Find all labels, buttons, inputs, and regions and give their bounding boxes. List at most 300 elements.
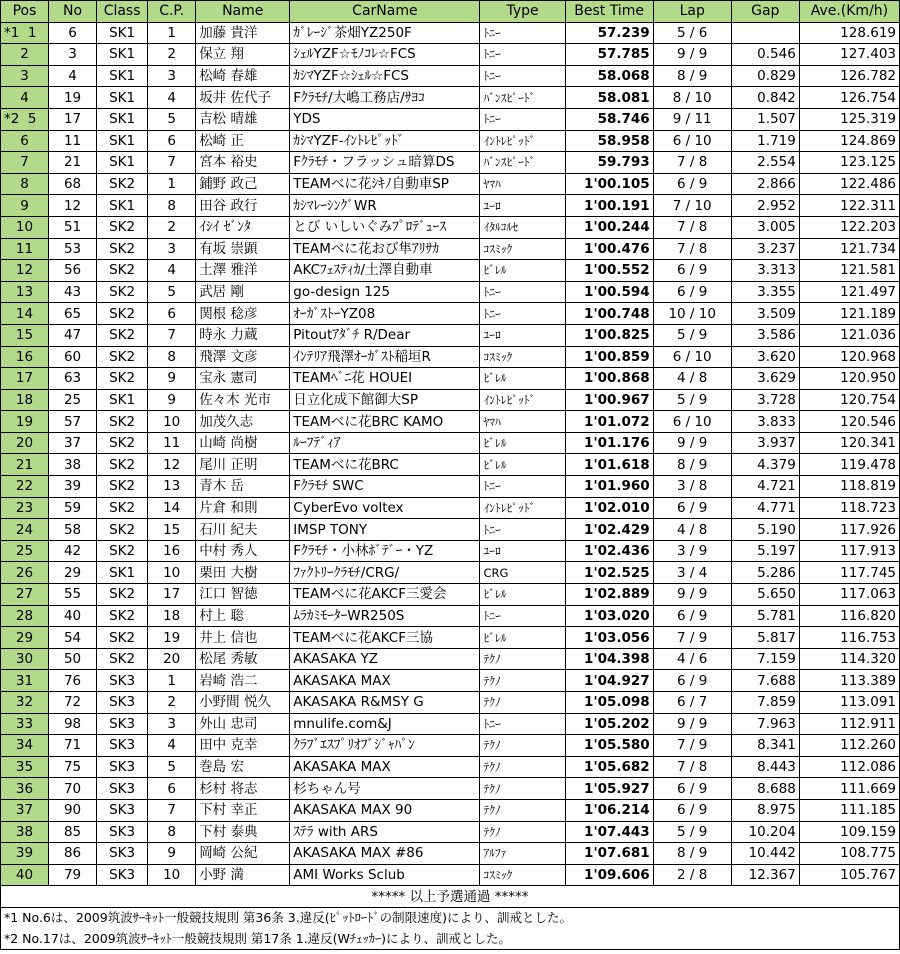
class-position: 11 [148, 432, 196, 454]
driver-name: 青木 岳 [196, 476, 290, 498]
class-position: 3 [148, 238, 196, 260]
table-row [1, 454, 900, 476]
class-cell: SK2 [97, 324, 148, 346]
class-cell: SK2 [97, 627, 148, 649]
column-header: C.P. [148, 1, 196, 23]
table-row [1, 195, 900, 217]
chassis-type: ﾄﾆｰ [480, 519, 565, 541]
chassis-type: ﾃｸﾉ [480, 799, 565, 821]
best-time: 59.793 [565, 152, 653, 174]
best-lap: 5 / 9 [653, 821, 731, 843]
chassis-type: ｱﾙﾌｧ [480, 843, 565, 865]
class-position: 6 [148, 130, 196, 152]
car-number: 21 [49, 152, 97, 174]
car-name: Pitoutｱﾀﾞﾁ R/Dear [290, 324, 480, 346]
best-time: 1'09.606 [565, 864, 653, 886]
gap-value: 12.367 [731, 864, 799, 886]
best-time: 1'00.967 [565, 389, 653, 411]
car-number: 58 [49, 519, 97, 541]
best-lap: 3 / 8 [653, 476, 731, 498]
car-name: AKASAKA MAX 90 [290, 799, 480, 821]
class-cell: SK1 [97, 65, 148, 87]
gap-value: 3.937 [731, 432, 799, 454]
position-cell [1, 713, 49, 735]
best-time: 1'02.889 [565, 584, 653, 606]
class-cell: SK3 [97, 670, 148, 692]
car-number: 85 [49, 821, 97, 843]
position-value: 34 [15, 737, 34, 754]
class-cell: SK1 [97, 195, 148, 217]
driver-name: 田谷 政行 [196, 195, 290, 217]
driver-name: 時永 力蔵 [196, 324, 290, 346]
position-value: 12 [15, 262, 34, 279]
best-time: 58.081 [565, 87, 653, 109]
car-number: 38 [49, 454, 97, 476]
best-time: 57.239 [565, 22, 653, 44]
driver-name: 加茂久志 [196, 411, 290, 433]
best-time: 1'01.176 [565, 432, 653, 454]
car-name: YDS [290, 108, 480, 130]
car-name: go-design 125 [290, 281, 480, 303]
position-value: 8 [20, 176, 29, 193]
gap-value: 0.546 [731, 44, 799, 66]
driver-name: 鋪野 政己 [196, 173, 290, 195]
best-time: 57.785 [565, 44, 653, 66]
class-position: 1 [148, 173, 196, 195]
car-name: 杉ちゃん号 [290, 778, 480, 800]
average-speed: 117.913 [799, 540, 899, 562]
class-cell: SK2 [97, 303, 148, 325]
best-lap: 7 / 8 [653, 238, 731, 260]
car-number: 43 [49, 281, 97, 303]
class-cell: SK1 [97, 152, 148, 174]
driver-name: 石川 紀夫 [196, 519, 290, 541]
position-cell [1, 843, 49, 865]
car-number: 68 [49, 173, 97, 195]
car-number: 55 [49, 584, 97, 606]
table-row [1, 346, 900, 368]
car-number: 57 [49, 411, 97, 433]
gap-value: 3.728 [731, 389, 799, 411]
chassis-type: ｲﾀﾙｺﾙｾ [480, 216, 565, 238]
table-row [1, 22, 900, 44]
gap-value: 3.237 [731, 238, 799, 260]
chassis-type: ﾋﾞﾚﾙ [480, 584, 565, 606]
best-lap: 5 / 6 [653, 22, 731, 44]
car-number: 86 [49, 843, 97, 865]
class-cell: SK1 [97, 44, 148, 66]
best-lap: 9 / 9 [653, 713, 731, 735]
class-cell: SK2 [97, 605, 148, 627]
driver-name: 山崎 尚樹 [196, 432, 290, 454]
position-cell [1, 346, 49, 368]
table-row [1, 108, 900, 130]
best-lap: 6 / 9 [653, 778, 731, 800]
average-speed: 120.950 [799, 368, 899, 390]
class-position: 12 [148, 454, 196, 476]
chassis-type: ﾕｰﾛ [480, 540, 565, 562]
class-cell: SK2 [97, 281, 148, 303]
best-time: 1'02.429 [565, 519, 653, 541]
best-lap: 3 / 9 [653, 540, 731, 562]
table-row [1, 65, 900, 87]
class-cell: SK2 [97, 519, 148, 541]
best-time: 1'03.020 [565, 605, 653, 627]
footnote-row [1, 929, 900, 950]
class-cell: SK3 [97, 864, 148, 886]
car-number: 65 [49, 303, 97, 325]
chassis-type: ﾄﾆｰ [480, 44, 565, 66]
best-lap: 4 / 8 [653, 368, 731, 390]
chassis-type: ﾄﾆｰ [480, 303, 565, 325]
best-time: 1'00.552 [565, 260, 653, 282]
position-cell [1, 584, 49, 606]
car-name: AKASAKA MAX [290, 670, 480, 692]
table-row [1, 497, 900, 519]
table-row [1, 476, 900, 498]
position-value: 14 [15, 305, 34, 322]
driver-name: 加藤 貴洋 [196, 22, 290, 44]
car-name: AKASAKA MAX [290, 756, 480, 778]
car-number: 47 [49, 324, 97, 346]
average-speed: 121.497 [799, 281, 899, 303]
car-name: ｶﾞﾚｰｼﾞ茶畑YZ250F [290, 22, 480, 44]
class-position: 8 [148, 195, 196, 217]
car-number: 42 [49, 540, 97, 562]
column-header: Gap [731, 1, 799, 23]
car-name: mnulife.com&J [290, 713, 480, 735]
position-value: 25 [15, 543, 34, 560]
car-name: ﾌｧｸﾄﾘｰｸﾗﾓﾁ/CRG/ [290, 562, 480, 584]
position-value: 4 [20, 89, 29, 106]
car-number: 60 [49, 346, 97, 368]
car-name: AKCﾌｪｽﾃｨｶ/土澤自動車 [290, 260, 480, 282]
average-speed: 122.311 [799, 195, 899, 217]
position-value: 29 [15, 629, 34, 646]
best-time: 1'05.580 [565, 735, 653, 757]
position-cell [1, 216, 49, 238]
best-lap: 6 / 9 [653, 497, 731, 519]
class-position: 4 [148, 735, 196, 757]
driver-name: 尾川 正明 [196, 454, 290, 476]
car-name: ﾑﾗｶﾐﾓｰﾀｰWR250S [290, 605, 480, 627]
chassis-type: ﾊﾞﾝｽﾋﾟｰﾄﾞ [480, 152, 565, 174]
class-position: 20 [148, 648, 196, 670]
gap-value: 3.629 [731, 368, 799, 390]
car-name: TEAMべに花BRC KAMO [290, 411, 480, 433]
class-cell: SK1 [97, 389, 148, 411]
chassis-type: ﾋﾞﾚﾙ [480, 432, 565, 454]
table-row [1, 670, 900, 692]
chassis-type: ｲﾝﾄﾚﾋﾟｯﾄﾞ [480, 130, 565, 152]
position-cell [1, 562, 49, 584]
position-value: 26 [15, 564, 34, 581]
class-position: 3 [148, 713, 196, 735]
gap-value: 1.719 [731, 130, 799, 152]
average-speed: 125.319 [799, 108, 899, 130]
car-name: CyberEvo voltex [290, 497, 480, 519]
best-lap: 5 / 9 [653, 389, 731, 411]
class-position: 15 [148, 519, 196, 541]
car-number: 63 [49, 368, 97, 390]
position-value: 36 [15, 780, 34, 797]
table-row [1, 303, 900, 325]
position-cell [1, 22, 49, 44]
driver-name: 巻島 宏 [196, 756, 290, 778]
penalty-mark: *2 [4, 111, 20, 128]
driver-name: 岩崎 浩二 [196, 670, 290, 692]
position-value: 19 [15, 413, 34, 430]
car-number: 51 [49, 216, 97, 238]
class-cell: SK2 [97, 540, 148, 562]
class-cell: SK2 [97, 216, 148, 238]
class-position: 3 [148, 65, 196, 87]
best-time: 1'07.443 [565, 821, 653, 843]
average-speed: 111.185 [799, 799, 899, 821]
class-position: 6 [148, 778, 196, 800]
gap-value: 2.554 [731, 152, 799, 174]
gap-value: 4.379 [731, 454, 799, 476]
position-cell [1, 152, 49, 174]
class-position: 19 [148, 627, 196, 649]
gap-value: 0.842 [731, 87, 799, 109]
position-cell [1, 130, 49, 152]
position-value: 20 [15, 435, 34, 452]
class-position: 13 [148, 476, 196, 498]
average-speed: 118.723 [799, 497, 899, 519]
gap-value: 8.341 [731, 735, 799, 757]
car-number: 59 [49, 497, 97, 519]
position-cell [1, 303, 49, 325]
best-lap: 7 / 10 [653, 195, 731, 217]
gap-value: 5.650 [731, 584, 799, 606]
driver-name: 飛澤 文彦 [196, 346, 290, 368]
best-lap: 7 / 8 [653, 152, 731, 174]
table-row [1, 799, 900, 821]
class-cell: SK2 [97, 584, 148, 606]
class-cell: SK1 [97, 108, 148, 130]
average-speed: 118.819 [799, 476, 899, 498]
chassis-type: ﾋﾞﾚﾙ [480, 627, 565, 649]
gap-value: 3.833 [731, 411, 799, 433]
table-row [1, 173, 900, 195]
best-time: 1'06.214 [565, 799, 653, 821]
class-cell: SK2 [97, 260, 148, 282]
car-name: TEAMべに花AKCF三協 [290, 627, 480, 649]
class-cell: SK2 [97, 648, 148, 670]
average-speed: 114.320 [799, 648, 899, 670]
position-cell [1, 627, 49, 649]
table-row [1, 540, 900, 562]
class-cell: SK2 [97, 346, 148, 368]
average-speed: 121.036 [799, 324, 899, 346]
position-cell [1, 692, 49, 714]
driver-name: 有坂 崇顕 [196, 238, 290, 260]
car-number: 39 [49, 476, 97, 498]
class-position: 10 [148, 864, 196, 886]
class-cell: SK2 [97, 476, 148, 498]
car-name: 日立化成下館御大SP [290, 389, 480, 411]
footnote-1: *1 No.6は、2009筑波ｻｰｷｯﾄ一般競技規則 第36条 3.違反(ﾋﾟｯﾄﾛｰﾄﾞの制限速度)により、訓戒とした。 [1, 907, 900, 928]
position-value: 10 [15, 219, 34, 236]
chassis-type: ﾄﾆｰ [480, 476, 565, 498]
position-cell [1, 605, 49, 627]
best-lap: 8 / 9 [653, 454, 731, 476]
best-lap: 6 / 10 [653, 411, 731, 433]
position-value: 5 [27, 111, 37, 128]
best-time: 1'04.398 [565, 648, 653, 670]
position-cell [1, 108, 49, 130]
class-position: 9 [148, 389, 196, 411]
driver-name: 下村 泰典 [196, 821, 290, 843]
chassis-type: ﾃｸﾉ [480, 821, 565, 843]
car-name: TEAMべに花おび隼ｱﾘｻｶ [290, 238, 480, 260]
class-position: 17 [148, 584, 196, 606]
chassis-type: ﾋﾞﾚﾙ [480, 368, 565, 390]
column-header: Class [97, 1, 148, 23]
best-time: 1'00.859 [565, 346, 653, 368]
chassis-type: CRG [480, 562, 565, 584]
position-cell [1, 540, 49, 562]
position-value: 40 [15, 867, 34, 884]
class-position: 4 [148, 87, 196, 109]
best-time: 1'05.927 [565, 778, 653, 800]
car-number: 71 [49, 735, 97, 757]
driver-name: 岡崎 公紀 [196, 843, 290, 865]
best-time: 1'01.960 [565, 476, 653, 498]
best-lap: 6 / 9 [653, 281, 731, 303]
car-number: 37 [49, 432, 97, 454]
driver-name: 松崎 正 [196, 130, 290, 152]
car-name: ﾙｰﾌﾃﾞｨｱ [290, 432, 480, 454]
position-value: 37 [15, 802, 34, 819]
average-speed: 120.546 [799, 411, 899, 433]
table-row [1, 216, 900, 238]
position-cell [1, 432, 49, 454]
car-number: 4 [49, 65, 97, 87]
car-name: AMI Works Sclub [290, 864, 480, 886]
position-value: 15 [15, 327, 34, 344]
best-lap: 7 / 8 [653, 756, 731, 778]
class-cell: SK1 [97, 130, 148, 152]
qualify-row [1, 886, 900, 908]
position-value: 1 [27, 24, 37, 41]
best-time: 1'00.594 [565, 281, 653, 303]
gap-value: 4.721 [731, 476, 799, 498]
best-time: 1'02.525 [565, 562, 653, 584]
position-value: 3 [20, 68, 29, 85]
gap-value: 7.159 [731, 648, 799, 670]
class-position: 16 [148, 540, 196, 562]
table-row [1, 584, 900, 606]
best-lap: 6 / 9 [653, 670, 731, 692]
class-position: 7 [148, 324, 196, 346]
best-lap: 7 / 9 [653, 627, 731, 649]
average-speed: 116.820 [799, 605, 899, 627]
average-speed: 122.203 [799, 216, 899, 238]
table-row [1, 735, 900, 757]
best-lap: 9 / 9 [653, 584, 731, 606]
table-row [1, 778, 900, 800]
car-name: ｸﾗﾌﾞｴｽﾌﾟﾘｵﾌﾞｼﾞｬﾊﾟﾝ [290, 735, 480, 757]
position-cell [1, 173, 49, 195]
gap-value: 2.866 [731, 173, 799, 195]
table-row [1, 130, 900, 152]
driver-name: 坂井 佐代子 [196, 87, 290, 109]
best-time: 1'01.618 [565, 454, 653, 476]
average-speed: 111.669 [799, 778, 899, 800]
best-time: 1'05.682 [565, 756, 653, 778]
gap-value: 5.286 [731, 562, 799, 584]
average-speed: 113.091 [799, 692, 899, 714]
best-time: 1'00.825 [565, 324, 653, 346]
class-position: 2 [148, 216, 196, 238]
driver-name: 井上 信也 [196, 627, 290, 649]
car-name: Fｸﾗﾓﾁ/大嶋工務店/ｻﾖｺ [290, 87, 480, 109]
best-time: 1'00.748 [565, 303, 653, 325]
driver-name: 片倉 和則 [196, 497, 290, 519]
class-cell: SK3 [97, 843, 148, 865]
car-number: 50 [49, 648, 97, 670]
average-speed: 112.911 [799, 713, 899, 735]
average-speed: 120.968 [799, 346, 899, 368]
car-name: ｶｼﾏﾚｰｼﾝｸﾞWR [290, 195, 480, 217]
best-time: 1'00.191 [565, 195, 653, 217]
class-position: 9 [148, 368, 196, 390]
driver-name: 村上 聡 [196, 605, 290, 627]
gap-value: 8.975 [731, 799, 799, 821]
best-lap: 8 / 10 [653, 87, 731, 109]
gap-value: 3.586 [731, 324, 799, 346]
column-header: Best Time [565, 1, 653, 23]
position-value: 30 [15, 651, 34, 668]
column-header: Pos [1, 1, 49, 23]
driver-name: 栗田 大樹 [196, 562, 290, 584]
class-position: 7 [148, 799, 196, 821]
best-lap: 9 / 9 [653, 432, 731, 454]
driver-name: 小野 満 [196, 864, 290, 886]
car-number: 98 [49, 713, 97, 735]
average-speed: 124.869 [799, 130, 899, 152]
class-cell: SK3 [97, 778, 148, 800]
position-cell [1, 87, 49, 109]
position-value: 23 [15, 499, 34, 516]
gap-value: 7.688 [731, 670, 799, 692]
gap-value: 1.507 [731, 108, 799, 130]
driver-name: 松崎 春雄 [196, 65, 290, 87]
gap-value [731, 22, 799, 44]
best-lap: 6 / 9 [653, 173, 731, 195]
average-speed: 117.926 [799, 519, 899, 541]
class-cell: SK3 [97, 821, 148, 843]
car-number: 72 [49, 692, 97, 714]
car-number: 75 [49, 756, 97, 778]
position-cell [1, 411, 49, 433]
driver-name: 松尾 秀敏 [196, 648, 290, 670]
position-cell [1, 756, 49, 778]
position-value: 16 [15, 348, 34, 365]
class-position: 2 [148, 692, 196, 714]
gap-value: 4.771 [731, 497, 799, 519]
column-header: Lap [653, 1, 731, 23]
position-cell [1, 821, 49, 843]
chassis-type: ﾄﾆｰ [480, 605, 565, 627]
car-name: ｶｼﾏYZF-ｲﾝﾄﾚﾋﾟｯﾄﾞ [290, 130, 480, 152]
average-speed: 120.341 [799, 432, 899, 454]
table-row [1, 389, 900, 411]
best-time: 1'00.105 [565, 173, 653, 195]
qualify-note: ***** 以上予選通過 ***** [1, 886, 900, 908]
